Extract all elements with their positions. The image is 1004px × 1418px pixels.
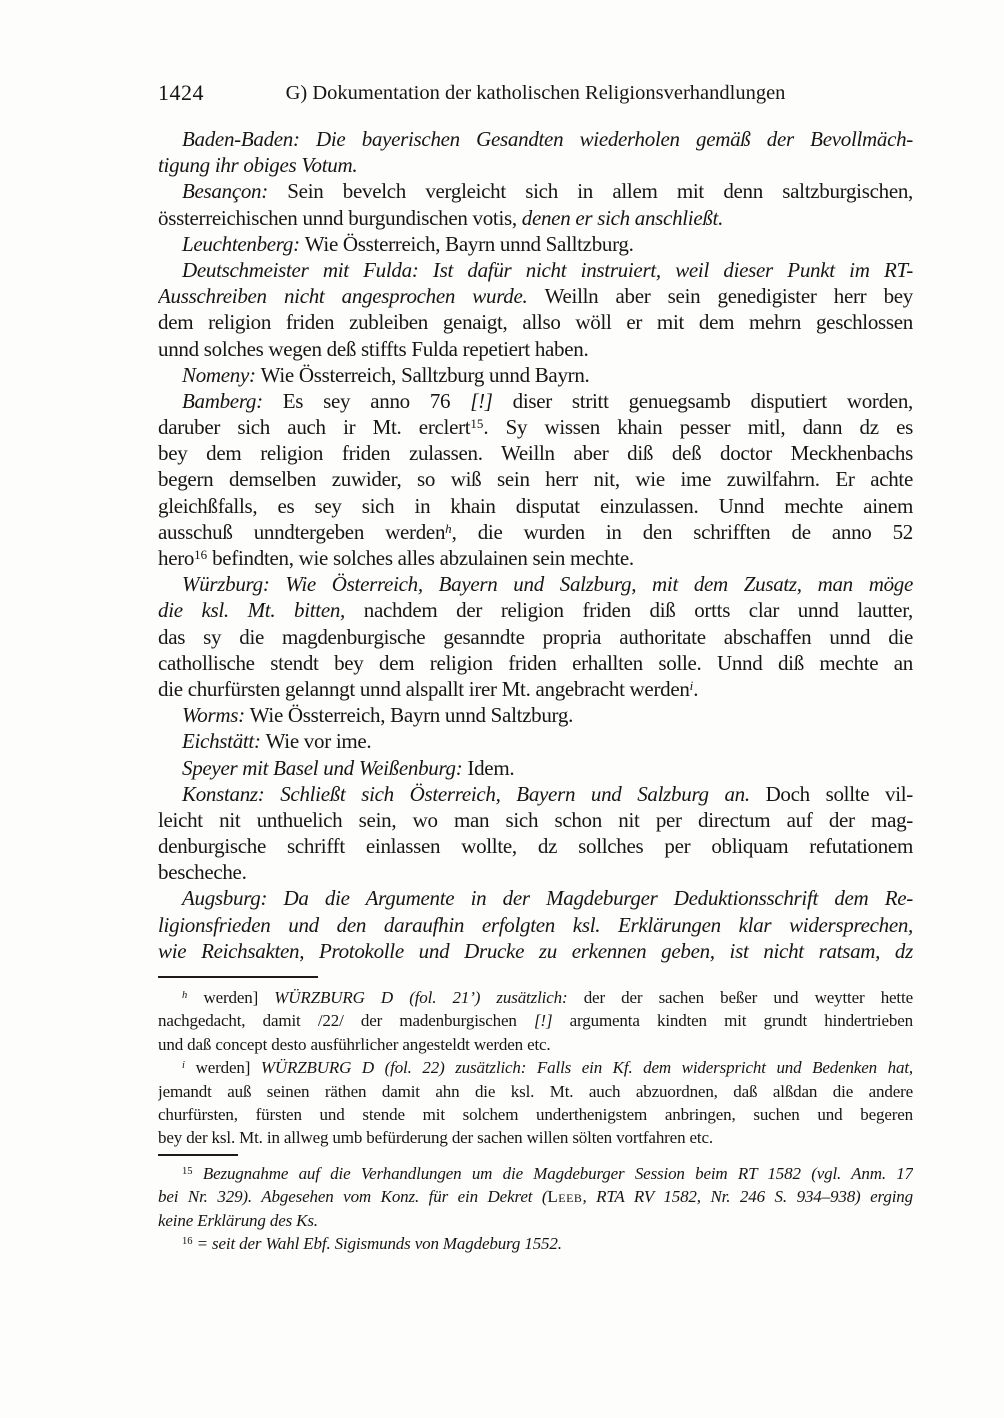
text-segment: denburgische schrifft einlassen wollte, dz sollches per obliquam refutationem — [158, 834, 913, 859]
text-line — [158, 231, 913, 257]
footnotes-block — [158, 1162, 913, 1256]
text-line — [158, 650, 913, 676]
text-line — [158, 309, 913, 335]
text-segment: 16 — [194, 546, 208, 562]
text-segment: tigung ihr obiges Votum. — [158, 153, 358, 178]
text-segment: bescheche. — [158, 860, 247, 885]
text-segment: der der sachen beßer und weytter hette — [567, 988, 913, 1007]
text-line — [158, 1185, 913, 1208]
text-line — [158, 755, 913, 781]
text-segment: i — [689, 677, 694, 693]
text-segment: Worms: — [182, 703, 250, 728]
text-segment: Eichstätt: — [182, 729, 266, 754]
text-line — [158, 440, 913, 466]
text-line — [158, 519, 913, 545]
text-line — [158, 986, 913, 1009]
text-line — [158, 1056, 913, 1079]
text-line — [158, 781, 913, 807]
text-segment: befindten, wie solches alles abzulainen sein mechte. — [207, 546, 634, 570]
text-segment: Besançon: — [182, 179, 288, 204]
text-segment: Würzburg: Wie Österreich, Bayern und Salzburg, mit dem Zusatz, man möge — [182, 572, 913, 597]
text-segment: Nomeny: — [182, 362, 261, 387]
text-segment: wie Reichsakten, Protokolle und Drucke zu erkennen geben, ist nicht ratsam, dz — [158, 938, 913, 963]
text-segment: und daß concept desto ausführlicher angesteldt werden etc. — [158, 1034, 551, 1054]
text-segment: Ausschreiben nicht angesprochen wurde. — [158, 284, 545, 309]
text-line — [158, 257, 913, 283]
text-segment: Es sey anno 76 — [282, 388, 471, 413]
text-segment: ausschuß unndtergeben werden — [158, 519, 446, 544]
text-segment: . Sy wissen khain pesser mitl, dann dz es — [483, 415, 913, 440]
text-segment: unnd solches wegen deß stiffts Fulda repetiert haben. — [158, 336, 589, 361]
text-segment: = seit der Wahl Ebf. Sigismunds von Magdeburg 1552. — [192, 1234, 562, 1254]
text-segment: das sy die magdenburgische gesanndte propria authoritate abschaffen unnd die — [158, 624, 913, 649]
text-line — [158, 1162, 913, 1185]
text-segment: . — [693, 676, 699, 701]
critical-apparatus-block — [158, 986, 913, 1150]
text-segment: Wie Össterreich, Bayrn unnd Salltzburg. — [304, 231, 634, 256]
text-line — [158, 571, 913, 597]
text-line — [158, 702, 913, 728]
text-segment: Bamberg: — [182, 388, 283, 413]
text-line — [158, 597, 913, 623]
text-segment: i — [182, 1060, 185, 1072]
text-line — [158, 283, 913, 309]
text-segment: Wie vor ime. — [265, 729, 372, 754]
text-line — [158, 833, 913, 859]
text-segment: argumenta kindten mit grundt hindertrieben — [552, 1011, 913, 1031]
text-segment: Baden-Baden: Die bayerischen Gesandten wiederholen gemäß der Bevollmäch- — [182, 127, 913, 151]
text-line — [158, 205, 913, 231]
text-segment: Doch sollte vil- — [749, 781, 913, 806]
text-line — [158, 336, 913, 362]
text-line — [158, 466, 913, 492]
page-header — [158, 80, 913, 108]
text-segment: werden] — [187, 988, 275, 1007]
text-segment: [!] — [470, 388, 493, 413]
text-segment: össterreichischen unnd burgundischen votis, — [158, 205, 522, 230]
text-segment: denen er sich anschließt. — [521, 205, 724, 230]
text-segment: daruber sich auch ir Mt. erclert — [158, 415, 471, 440]
text-line — [158, 938, 913, 964]
text-line — [158, 414, 913, 440]
text-segment: , die wurden in den schrifften de anno 52 — [451, 519, 913, 544]
text-segment: 15 — [470, 415, 484, 431]
text-segment: leicht nit unthuelich sein, wo man sich schon nit per directum auf der mag- — [158, 807, 913, 832]
text-segment: , RTA RV 1582, Nr. 246 S. 934–938) erging — [582, 1187, 913, 1207]
text-segment: 16 — [182, 1236, 193, 1248]
text-line — [158, 807, 913, 833]
text-segment: begern demselben zuwider, so wiß sein herr nit, wie ime zuwilfahrn. Er achte — [158, 467, 913, 492]
text-segment: Bezugnahme auf die Verhandlungen um die Magdeburger Session beim RT 1582 (vgl. Anm. 17 — [192, 1164, 913, 1183]
text-segment: bei Nr. 329). Abgesehen vom Konz. für ein Dekret ( — [158, 1187, 548, 1207]
text-line — [158, 1080, 913, 1103]
apparatus-separator-rule — [158, 976, 318, 978]
text-segment: bey der ksl. Mt. in allweg umb befürderung der sachen willen sölten vortfahren etc. — [158, 1128, 713, 1148]
text-line — [158, 1103, 913, 1126]
text-segment: cathollische stendt bey dem religion friden erhallten solle. Unnd diß mechte an — [158, 650, 913, 675]
text-segment: gleichßfalls, es sey sich in khain disputat einzulassen. Unnd mechte ainem — [158, 493, 913, 518]
main-text-block — [158, 126, 913, 964]
text-segment: Wie Össterreich, Bayrn unnd Saltzburg. — [249, 703, 574, 728]
text-segment: Idem. — [467, 755, 515, 780]
running-head: G) Dokumentation der katholischen Religionsverhandlungen — [285, 82, 786, 104]
text-segment: werden] — [184, 1058, 261, 1078]
text-segment: keine Erklärung des Ks. — [158, 1210, 318, 1230]
text-segment: WÜRZBURG D (fol. 22) zusätzlich: Falls ein Kf. dem widerspricht und Bedenken hat, — [260, 1058, 913, 1078]
text-line — [158, 362, 913, 388]
text-segment: die churfürsten gelanngt unnd alspallt irer Mt. angebracht werden — [158, 676, 690, 701]
text-line — [158, 728, 913, 754]
text-segment: dem religion friden zubleiben genaigt, allso wöll er mit dem mehrn geschlossen — [158, 310, 913, 335]
text-line — [158, 859, 913, 885]
text-line — [158, 1126, 913, 1149]
text-line — [158, 493, 913, 519]
text-segment: Speyer mit Basel und Weißenburg: — [182, 755, 468, 780]
text-segment: h — [445, 520, 452, 536]
text-segment: die ksl. Mt. bitten, — [158, 598, 345, 623]
text-segment: Augsburg: Da die Argumente in der Magdeburger Deduktionsschrift dem Re- — [182, 886, 913, 911]
footnote-separator-rule — [158, 1154, 238, 1156]
text-segment: WÜRZBURG D (fol. 21’) zusätzlich: — [274, 988, 568, 1007]
text-segment: ligionsfrieden und den daraufhin erfolgten ksl. Erklärungen klar widersprechen, — [158, 912, 913, 937]
text-line — [158, 545, 913, 571]
text-segment: nachgedacht, damit /22/ der madenburgischen — [158, 1011, 534, 1031]
text-segment: 15 — [182, 1165, 193, 1177]
text-segment: hero — [158, 546, 195, 570]
text-line — [158, 388, 913, 414]
text-line — [158, 126, 913, 152]
text-line — [158, 624, 913, 650]
text-segment: churfürsten, fürsten und stende mit solchem underthenigstem anbringen, suchen und begeren — [158, 1104, 913, 1124]
text-line — [158, 1232, 913, 1255]
text-segment: [!] — [533, 1011, 553, 1031]
text-line — [158, 912, 913, 938]
text-line — [158, 1009, 913, 1032]
text-line — [158, 178, 913, 204]
text-line — [158, 1033, 913, 1056]
text-segment: Sein bevelch vergleicht sich in allem mit denn saltzburgischen, — [287, 179, 913, 204]
text-segment: jemandt auß seinen räthen damit ahn die ksl. Mt. auch abzuordnen, daß alßdan die andere — [158, 1081, 913, 1101]
text-segment: h — [182, 989, 188, 1001]
text-line — [158, 152, 913, 178]
text-segment: Deutschmeister mit Fulda: Ist dafür nicht instruiert, weil dieser Punkt im RT- — [182, 257, 913, 282]
text-line — [158, 885, 913, 911]
text-line — [158, 1209, 913, 1232]
text-segment: Weilln aber sein genedigister herr bey — [544, 284, 913, 309]
text-segment: Leeb — [547, 1187, 583, 1207]
text-segment: Konstanz: Schließt sich Österreich, Bayern und Salzburg an. — [182, 781, 750, 806]
text-line — [158, 676, 913, 702]
text-segment: diser stritt genuegsamb disputiert worden, — [492, 388, 913, 413]
text-segment: Leuchtenberg: — [182, 231, 305, 256]
page-number: 1424 — [158, 80, 204, 105]
text-segment: bey dem religion friden zulassen. Weilln aber diß deß doctor Meckhenbachs — [158, 441, 913, 466]
text-segment: nachdem der religion friden diß ortts clar unnd lautter, — [345, 598, 913, 623]
text-segment: Wie Össterreich, Salltzburg unnd Bayrn. — [260, 362, 590, 387]
